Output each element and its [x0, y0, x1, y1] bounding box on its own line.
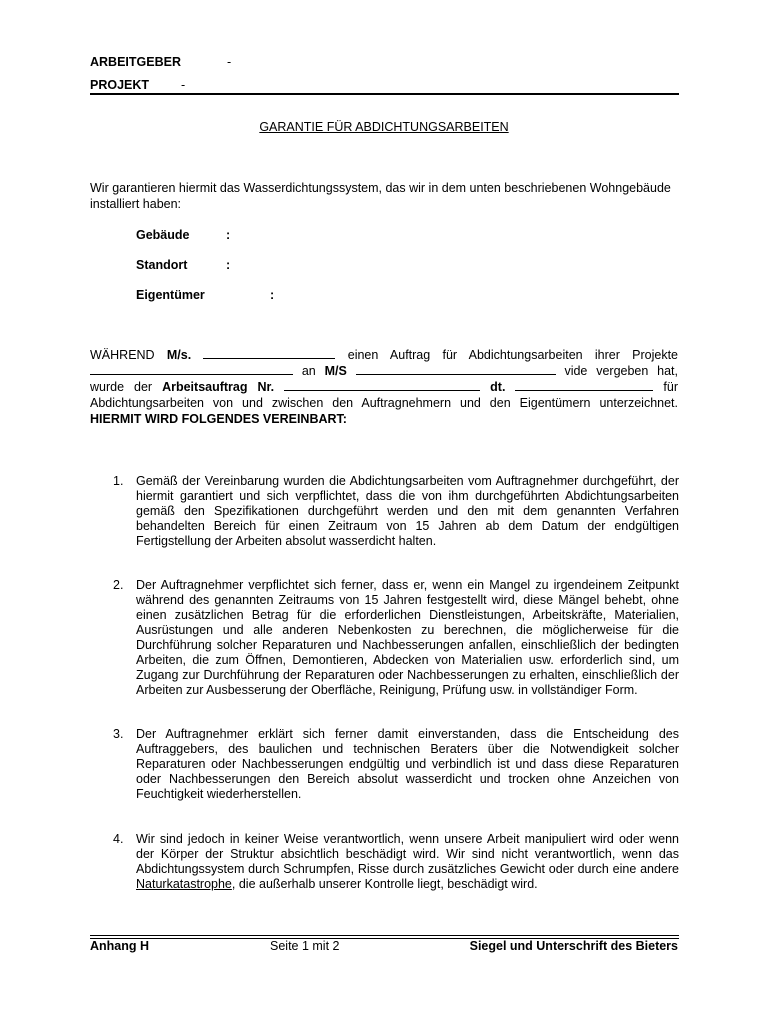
blank-work-order-number[interactable]: [284, 379, 480, 391]
contract-agreed: HIERMIT WIRD FOLGENDES VEREINBART:: [90, 412, 347, 426]
blank-date[interactable]: [515, 379, 653, 391]
contract-whereas: WÄHREND: [90, 348, 155, 362]
blank-project[interactable]: [90, 363, 293, 375]
item-number: 3.: [113, 727, 124, 741]
contract-ms-2: M/S: [324, 364, 347, 378]
field-building-sep: :: [226, 228, 231, 242]
item-text: Der Auftragnehmer erklärt sich ferner damit einverstanden, dass die Entscheidung des Auftraggebers, des baulichen und technischen Beraters über die Notwendigkeit solcher Reparaturen oder Nachbesserungen endgültig und verbindlich ist und dass diese Reparaturen oder Nachbesserungen den Bereich absolut wasserdicht und trocken ohne Anzeichen von Feuchtigkeit wiederherstellen.: [136, 727, 679, 801]
blank-contractor[interactable]: [203, 347, 335, 359]
contract-an: an: [301, 364, 316, 378]
contract-line-1: [90, 347, 678, 363]
field-location-label: Standort: [136, 258, 188, 272]
item-number: 1.: [113, 474, 124, 488]
contract-for: für: [663, 380, 678, 394]
footer-annex: Anhang H: [90, 939, 150, 953]
item-number: 4.: [113, 832, 124, 846]
employer-row: [90, 55, 232, 69]
footer-divider-top: [90, 935, 679, 936]
item-text: Der Auftragnehmer verpflichtet sich ferner, dass er, wenn ein Mangel zu irgendeinem Zeitpunkt während des genannten Zeitraums von 15 Jahren festgestellt wird, diese Mängel behebt, ohne einen zusätzlichen Betrag für die erforderlichen Dienstleistungen, Arbeitskräfte, Materialien, Ausrüstungen und alle anderen Nebenkosten zu berechnen, die möglicherweise für die Durchführung solcher Reparaturen und Nachbesserungen anfallen, einschließlich der bedingten Arbeiten, die zum Öffnen, Demontieren, Abdecken von Materialien usw. erforderlich sind, um Zugang zur Durchführung der Reparaturen oder Nachbesserungen zu erhalten, einschließlich der Arbeiten zur Ausbesserung der Oberfläche, Reinigung, Prüfung usw. in vollständiger Form.: [136, 578, 679, 697]
contract-line-3: [90, 379, 678, 395]
employer-label: ARBEITGEBER: [90, 55, 181, 69]
employer-value: -: [227, 55, 232, 69]
item-text-part: Wir sind jedoch in keiner Weise verantwortlich, wenn unsere Arbeit manipuliert wird oder wenn der Körper der Struktur absichtlich beschädigt wird. Wir sind nicht verantwortlich, wenn das Abdichtungssystem durch Schrumpfen, Risse durch zusätzliches Gewicht oder durch eine andere: [136, 832, 679, 876]
contract-paragraph: [90, 347, 678, 427]
intro-paragraph: Wir garantieren hiermit das Wasserdichtungssystem, das wir in dem unten beschriebenen Wohngebäude installiert haben:: [90, 181, 671, 211]
contract-ms-1: M/s.: [166, 348, 192, 362]
project-value: -: [181, 78, 186, 92]
contract-given: vide vergeben hat,: [564, 364, 678, 378]
contract-line-4: Abdichtungsarbeiten von und zwischen den Auftragnehmern und den Eigentümern unterzeichnet.: [90, 396, 678, 410]
document-title: GARANTIE FÜR ABDICHTUNGSARBEITEN: [259, 120, 509, 134]
contract-order-text: einen Auftrag für Abdichtungsarbeiten ihrer Projekte: [347, 348, 679, 362]
contract-work-order-label: Arbeitsauftrag Nr.: [162, 380, 275, 394]
footer-seal-signature: Siegel und Unterschrift des Bieters: [469, 939, 678, 953]
contract-line-2: [90, 363, 678, 379]
item-text: Gemäß der Vereinbarung wurden die Abdichtungsarbeiten vom Auftragnehmer durchgeführt, der hiermit garantiert und sich verpflichtet, dass die von ihm durchgeführten Abdichtungsarbeiten gemäß den Spezifikationen durchgeführt werden und den mit dem genannten Verfahren behandelten Bereich für einen Zeitraum von 15 Jahren ab dem Datum der endgültigen Fertigstellung der Arbeiten absolut wasserdicht halten.: [136, 474, 679, 548]
header-divider: [90, 93, 679, 95]
natural-disaster-term: Naturkatastrophe: [136, 877, 232, 891]
field-location-sep: :: [226, 258, 231, 272]
field-owner-sep: :: [270, 288, 275, 302]
field-building-label: Gebäude: [136, 228, 190, 242]
item-text: [136, 832, 679, 892]
project-row: [90, 78, 186, 92]
footer-page-number: Seite 1 mit 2: [270, 939, 340, 953]
project-label: PROJEKT: [90, 78, 150, 92]
item-number: 2.: [113, 578, 124, 592]
item-text-part: , die außerhalb unserer Kontrolle liegt, beschädigt wird.: [231, 877, 538, 891]
blank-subcontractor[interactable]: [356, 363, 556, 375]
contract-was: wurde der: [90, 380, 153, 394]
field-owner-label: Eigentümer: [136, 288, 205, 302]
contract-dt-label: dt.: [490, 380, 506, 394]
